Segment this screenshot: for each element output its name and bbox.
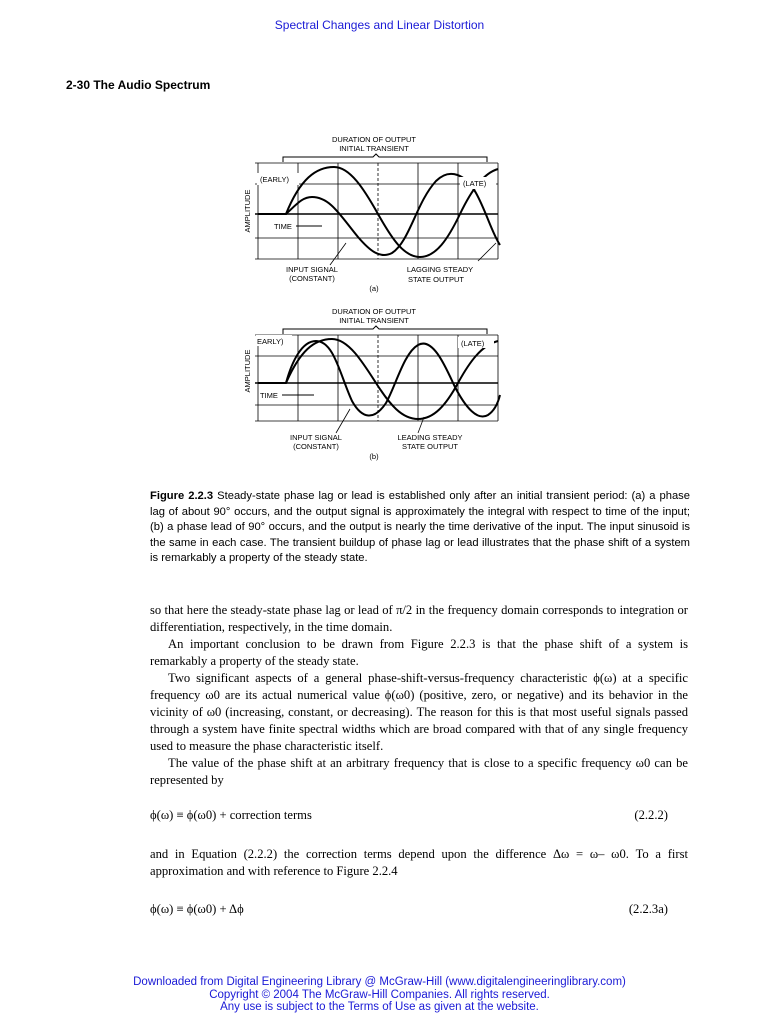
paragraph-2: An important conclusion to be drawn from Figure 2.2.3 is that the phase shift of a system is remarkably a property of the steady state. <box>150 637 688 668</box>
paragraph-5: and in Equation (2.2.2) the correction terms depend upon the difference Δω = ω– ω0. To a first approximation and with reference to Figure 2.2.4 <box>150 847 688 878</box>
transient-brace-a <box>283 154 487 162</box>
caption-label: Figure 2.2.3 <box>150 490 214 502</box>
figure-caption <box>150 489 690 567</box>
transient-label-b: INITIAL TRANSIENT <box>339 316 409 325</box>
output-label-a: LAGGING STEADY <box>406 265 474 274</box>
paragraph-4: The value of the phase shift at an arbitrary frequency that is close to a specific frequency ω0 can be represented by <box>150 756 688 787</box>
duration-label-b: DURATION OF OUTPUT <box>331 307 417 316</box>
input-label-a: INPUT SIGNAL <box>286 265 338 274</box>
early-label-a: (EARLY) <box>260 175 290 184</box>
paragraph-3: Two significant aspects of a general phase-shift-versus-frequency characteristic ϕ(ω) at a specific frequency ω0 are its actual numerical value ϕ(ω0) (positive, zero, or negative) and its behavior in the vicinity of ω0 (increasing, constant, or decreasing). The reason for this is that most useful signals passed through a system have finite spectral widths which are broad compared with that of any single frequency used to measure the phase characteristic itself. <box>150 671 688 753</box>
figure-b-svg <box>240 305 520 475</box>
equation-2-2-2-text: ϕ(ω) ≡ ϕ(ω0) + correction terms <box>150 808 312 822</box>
early-label-b: EARLY) <box>257 337 284 346</box>
time-label-b: TIME <box>260 391 278 400</box>
equation-2-2-2-number: (2.2.2) <box>634 808 668 822</box>
duration-label-a: DURATION OF OUTPUT <box>331 135 417 144</box>
body-text <box>150 602 688 789</box>
output-label-b: LEADING STEADY <box>397 433 463 442</box>
amplitude-label-b: AMPLITUDE <box>243 349 252 393</box>
figure-panel-a <box>240 133 520 303</box>
transient-label-a: INITIAL TRANSIENT <box>339 144 409 153</box>
output-state-label-b: STATE OUTPUT <box>402 442 458 451</box>
input-constant-label-b: (CONSTANT) <box>293 442 339 451</box>
running-title[interactable]: Spectral Changes and Linear Distortion <box>274 18 485 32</box>
equation-2-2-3a-number: (2.2.3a) <box>628 902 668 916</box>
panel-tag-a: (a) <box>369 284 379 293</box>
amplitude-label-a: AMPLITUDE <box>243 189 252 233</box>
equation-2-2-2 <box>150 808 668 823</box>
input-label-b: INPUT SIGNAL <box>290 433 342 442</box>
equation-2-2-3a <box>150 902 668 917</box>
input-constant-label-a: (CONSTANT) <box>289 274 335 283</box>
output-pointer-a <box>478 243 496 261</box>
footer-terms[interactable]: Any use is subject to the Terms of Use as given at the website. <box>220 1001 539 1013</box>
footer-download-link[interactable]: Downloaded from Digital Engineering Library @ McGraw-Hill (www.digitalengineeringlibrary.com) <box>133 976 626 988</box>
footer-copyright[interactable]: Copyright © 2004 The McGraw-Hill Companies. All rights reserved. <box>209 988 550 1001</box>
transient-brace-b <box>283 326 487 334</box>
panel-tag-b: (b) <box>369 452 379 461</box>
late-label-b: (LATE) <box>461 339 485 348</box>
output-state-label-a: STATE OUTPUT <box>408 275 464 284</box>
paragraph-1: so that here the steady-state phase lag or lead of π/2 in the frequency domain corresponds to integration or differentiation, respectively, in the time domain. <box>150 603 688 634</box>
time-label-a: TIME <box>274 222 292 231</box>
caption-text: Steady-state phase lag or lead is established only after an initial transient period: (a) a phase lag of about 90° occurs, and the output signal is approximately the integral with respect to time of the input; (b) a phase lead of 90° occurs, and the output is nearly the time derivative of the input. The input sinusoid is the same in each case. The transient buildup of phase lag or lead illustrates that the phase shift of a system is remarkably a property of the steady state. <box>150 490 691 564</box>
figure-panel-b <box>240 305 520 475</box>
footer <box>0 976 759 1014</box>
late-label-a: (LATE) <box>463 179 487 188</box>
section-heading: 2-30 The Audio Spectrum <box>66 78 211 92</box>
figure-a-svg <box>240 133 520 303</box>
equation-2-2-3a-text: ϕ(ω) ≡ ϕ(ω0) + Δϕ <box>150 902 244 916</box>
